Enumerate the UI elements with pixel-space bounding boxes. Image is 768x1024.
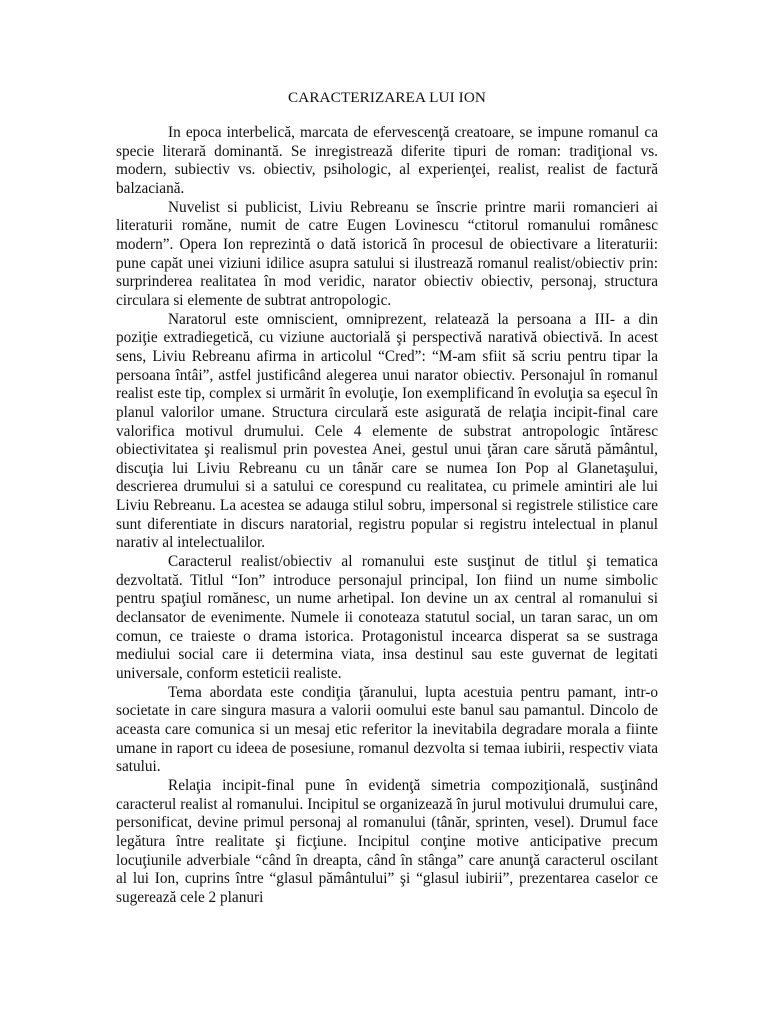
document-title: CARACTERIZAREA LUI ION bbox=[288, 89, 486, 106]
paragraph-narrator: Naratorul este omniscient, omniprezent, relatează la persoana a III- a din poziţie extradiegetică, cu viziune auctorială şi perspectivă narativă obiectivă. In acest sens, Liviu Rebreanu afirma in articolul “Cred”: “M-am sfiit să scriu pentru tipar la persoana întâi”, astfel justificând alegerea unui narator obiectiv. Personajul în romanul realist este tip, complex si urmărit în evoluţie, Ion exemplificand în evoluţia sa eşecul în planul valorilor umane. Structura circulară este asigurată de relaţia incipit-final care valorifica motivul drumului. Cele 4 elemente de substrat antropologic întăresc obiectivitatea şi realismul prin povestea Anei, gestul unui ţăran care sărută pământul, discuţia lui Liviu Rebreanu cu un tânăr care se numea Ion Pop al Glanetaşului, descrierea drumului si a satului ce corespund cu realitatea, cu primele amintiri ale lui Liviu Rebreanu. La acestea se adauga stilul sobru, impersonal si registrele stilistice care sunt diferentiate in discurs naratorial, registru popular si registru intelectual in planul narativ al intelectualilor. bbox=[116, 310, 658, 552]
paragraph-title-theme: Caracterul realist/obiectiv al romanului este susţinut de titlul şi tematica dezvoltată. Titlul “Ion” introduce personajul principal, Ion fiind un nume simbolic pentru spaţiul romănesc, un nume arhetipal. Ion devine un ax central al romanului si declansator de evenimente. Numele ii conoteaza statutul social, un taran sarac, un om comun, ce traieste o drama istorica. Protagonistul incearca disperat sa se sustraga mediului social care ii determina viata, insa destinul sau este guvernat de legitati universale, conform esteticii realiste. bbox=[116, 553, 658, 683]
paragraph-incipit-final: Relaţia incipit-final pune în evidenţă simetria compoziţională, susţinând caracterul realist al romanului. Incipitul se organizează în jurul motivului drumului care, personificat, devine primul personaj al romanului (tânăr, sprinten, vesel). Drumul face legătura între realitate şi ficţiune. Incipitul conţine motive anticipative precum locuţiunile adverbiale “când în dreapta, când în stânga” care anunţă caracterul oscilant al lui Ion, cuprins între “glasul pământului” şi “glasul iubirii”, prezentarea caselor ce sugerează cele 2 planuri bbox=[116, 776, 658, 906]
paragraph-theme: Tema abordata este condiţia ţăranului, lupta acestuia pentru pamant, intr-o societate in care singura masura a valorii oomului este banul sau pamantul. Dincolo de aceasta care comunica si un mesaj etic referitor la inevitabila degradare morala a fiinte umane in raport cu ideea de posesiune, romanul dezvolta si temaa iubirii, respectiv viata satului. bbox=[116, 683, 658, 776]
paragraph-intro: In epoca interbelică, marcata de efervescenţă creatoare, se impune romanul ca specie literară dominantă. Se inregistrează diferite tipuri de roman: tradiţional vs. modern, subiectiv vs. obiectiv, psihologic, al experienţei, realist, realist de factură balzaciană. bbox=[116, 124, 658, 197]
paragraph-author: Nuvelist si publicist, Liviu Rebreanu se înscrie printre marii romancieri ai literaturii romăne, numit de catre Eugen Lovinescu “ctitorul romanului românesc modern”. Opera Ion reprezintă o dată istorică în procesul de obiectivare a literaturii: pune capăt unei viziuni idilice asupra satului si ilustrează romanul realist/obiectiv prin: surprinderea realitatea în mod veridic, narator obiectiv obiectiv, personaj, structura circulara si elemente de subtrat antropologic. bbox=[116, 198, 658, 309]
